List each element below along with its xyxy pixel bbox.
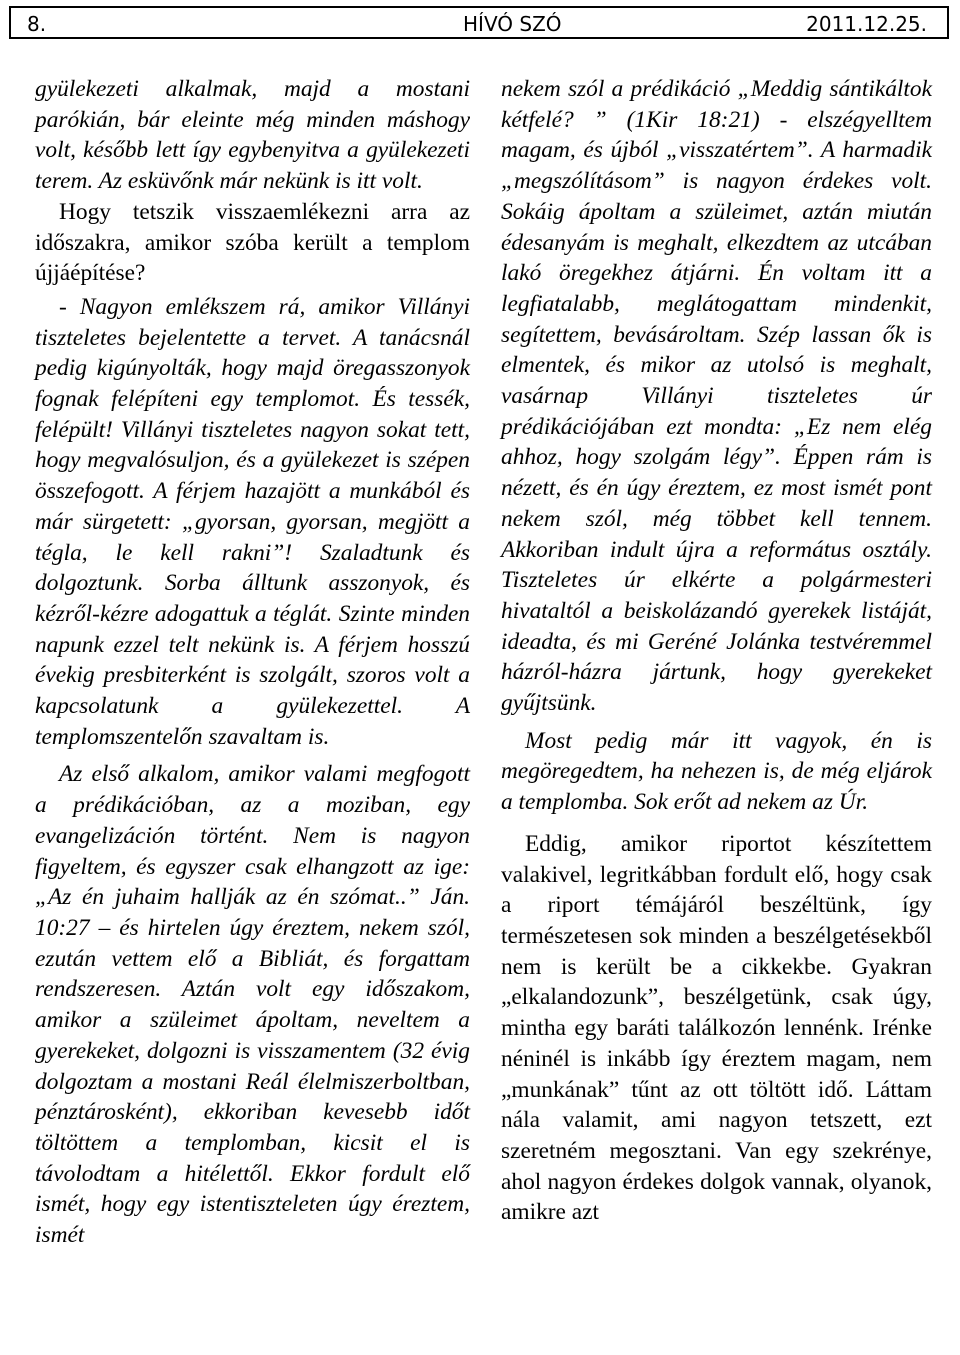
page-header bbox=[9, 6, 949, 39]
publication-title: HÍVÓ SZÓ bbox=[463, 12, 562, 36]
issue-date: 2011.12.25. bbox=[806, 12, 927, 36]
interview-question: Hogy tetszik visszaemlékezni arra az időszakra, amikor szóba került a templom újjáépítése? bbox=[35, 198, 470, 287]
paragraph: Most pedig már itt vagyok, én is megöregedtem, ha nehezen is, de még eljárok a templomba. Sok erőt ad nekem az Úr. bbox=[501, 727, 932, 816]
author-paragraph: Eddig, amikor riportot készítettem valakivel, legritkábban fordult elő, hogy csak a riport témájáról beszéltünk, így természetesen sok minden a beszélgetésekből nem is került be a cikkekbe. Gyakran „elkalandozunk”, beszélgetünk, csak úgy, mintha egy baráti találkozón lennénk. Irénke néninél is inkább így éreztem magam, nem „munkának” tűnt az ott töltött idő. Láttam nála valamit, ami nagyon tetszett, ezt szeretném megosztani. Van egy szekrénye, ahol nagyon érdekes dolgok vannak, olyanok, amikre azt bbox=[501, 830, 932, 1226]
page-number: 8. bbox=[27, 12, 47, 36]
paragraph: gyülekezeti alkalmak, majd a mostani parókián, bár eleinte még minden máshogy volt, később lett így egybenyitva a gyülekezeti terem. Az esküvőnk már nekünk is itt volt. bbox=[35, 76, 470, 195]
interview-answer: - Nagyon emlékszem rá, amikor Villányi tiszteletes bejelentette a tervet. A tanácsnál pedig kigúnyolták, hogy majd öregasszonyok fognak felépíteni egy templomot. És tessék, felépült! Villányi tiszteletes nagyon sokat tett, hogy megvalósuljon, és a gyülekezet is szépen összefogott. A férjem hazajött a munkából és már sürgetett: „gyorsan, gyorsan, megjött a tégla, le kell rakni”! Szaladtunk és dolgoztunk. Sorba álltunk asszonyok, és kézről-kézre adogattuk a téglát. Szinte minden napunk ezzel telt nekünk is. A férjem hosszú évekig presbiterként is szolgált, szoros volt a kapcsolatunk a gyülekezettel. A templomszentelőn szavaltam is. bbox=[35, 293, 470, 750]
paragraph: Az első alkalom, amikor valami megfogott a prédikációban, az a moziban, egy evangelizáción történt. Nem is nagyon figyeltem, és egyszer csak elhangzott az ige: „Az én juhaim hallják az én szómat..” Ján. 10:27 – és hirtelen úgy éreztem, nekem szól, ezután vettem elő a Bibliát, és forgattam rendszeresen. Aztán volt egy időszakom, amikor a szüleimet ápoltam, neveltem a gyerekeket, dolgozni is visszamentem (32 évig dolgoztam a mostani Reál élelmiszerboltban, pénztárosként), ekkoriban kevesebb időt töltöttem a templomban, kicsit el is távolodtam a hitélettől. Ekkor fordult elő ismét, hogy egy istentiszteleten úgy éreztem, ismét bbox=[35, 761, 470, 1249]
left-column bbox=[35, 74, 470, 1251]
paragraph: nekem szól a prédikáció „Meddig sántikáltok kétfelé? ” (1Kir 18:21) - elszégyelltem magam, és újból „visszatértem”. A harmadik „megszólításom” is nagyon érdekes volt. Sokáig ápoltam a szüleimet, aztán miután édesanyám is meghalt, elkezdtem az utcában lakó öregekhez átjárni. Én voltam itt a legfiatalabb, meglátogattam mindenkit, segítettem, bevásároltam. Szép lassan ők is elmentek, és mikor az utolsó is meghalt, vasárnap Villányi tiszteletes úr prédikációjában ezt mondta: „Ez nem elég ahhoz, hogy szolgám légy”. Éppen rám is nézett, és én úgy éreztem, ez most ismét pont nekem szól, még többet kell tennem. Akkoriban indult újra a református osztály. Tiszteletes úr elkérte a polgármesteri hivataltól a beiskolázandó gyerekek listáját, ideadta, és mi Geréné Jolánka testvéremmel házról-házra jártunk, hogy gyerekeket gyűjtsünk. bbox=[501, 76, 932, 717]
right-column bbox=[501, 74, 932, 1228]
